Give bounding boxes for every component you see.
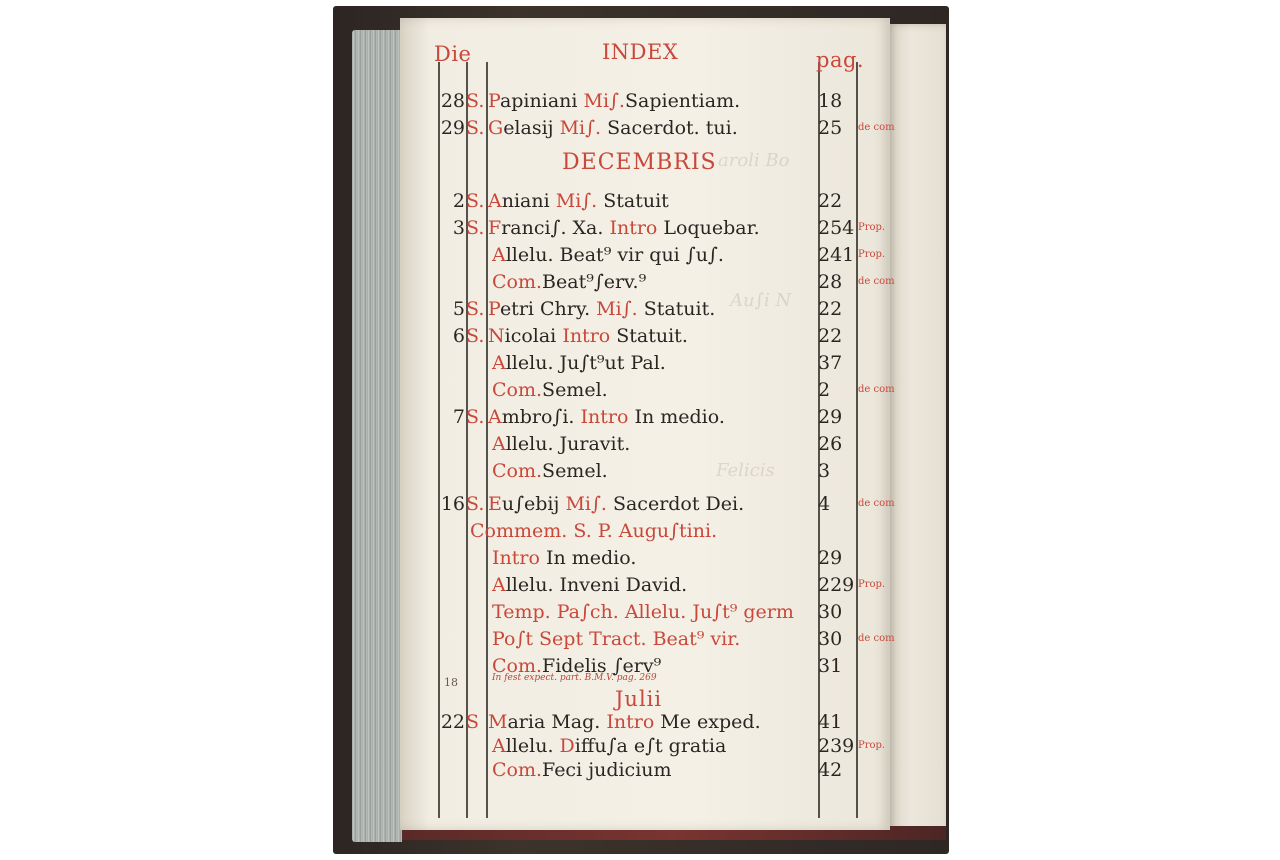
entry-day: 3 xyxy=(452,217,465,239)
entry-text xyxy=(492,757,672,783)
index-entry xyxy=(400,709,890,735)
entry-text-part: In medio. xyxy=(539,547,637,569)
entry-text-part: P xyxy=(488,90,500,112)
marginal-note: In fest expect. part. B.M.V. pag. 269 xyxy=(492,673,657,683)
entry-saint-mark: S. xyxy=(466,90,485,112)
entry-text xyxy=(492,599,794,625)
entry-day: 2 xyxy=(452,190,465,212)
index-entry xyxy=(400,599,890,625)
entry-page-number: 29 xyxy=(818,406,843,428)
entry-page-number: 22 xyxy=(818,298,843,320)
entry-text xyxy=(492,733,726,759)
entry-text-part: Commem. S. P. Augu∫tini. xyxy=(470,520,718,542)
entry-margin-note: de com xyxy=(858,276,895,287)
index-entry xyxy=(400,215,890,241)
entry-text-part: llelu. xyxy=(505,735,560,757)
entry-text-part: Com. xyxy=(492,759,543,781)
entry-text-part: A xyxy=(492,574,506,596)
index-entry xyxy=(400,458,890,484)
entry-text-part: E xyxy=(488,493,502,515)
index-entry xyxy=(400,350,890,376)
entry-text-part: M xyxy=(488,711,508,733)
entry-text xyxy=(492,653,661,679)
facing-page-edge xyxy=(888,24,946,834)
entry-text xyxy=(488,215,760,241)
entry-text-part: aria Mag. xyxy=(507,711,607,733)
entry-text-part: llelu. Ju∫t⁹ut Pal. xyxy=(505,352,666,374)
index-entry xyxy=(400,572,890,598)
entry-day: 29 xyxy=(440,117,465,139)
entry-text xyxy=(488,491,744,517)
entry-page-number: 3 xyxy=(818,460,831,482)
index-entry xyxy=(400,188,890,214)
entry-day: 5 xyxy=(452,298,465,320)
entry-page-number: 29 xyxy=(818,547,843,569)
entry-text xyxy=(488,88,740,114)
entry-text-part: Intro xyxy=(580,406,629,428)
entry-text-part: Sacerdot Dei. xyxy=(606,493,745,515)
entry-page-number: 25 xyxy=(818,117,843,139)
entry-saint-mark: S. xyxy=(466,117,485,139)
entry-page-number: 42 xyxy=(818,759,843,781)
entry-margin-note: de com xyxy=(858,498,895,509)
month-heading-december: DECEMBRIS xyxy=(562,150,717,175)
entry-text xyxy=(488,188,669,214)
index-entry xyxy=(400,88,890,114)
entry-text-part: iffu∫a e∫t gratia xyxy=(574,735,727,757)
index-entry xyxy=(400,377,895,403)
bleed-through: Au∫i N xyxy=(730,290,792,311)
index-entry xyxy=(400,404,890,430)
page-edges xyxy=(352,30,402,842)
page-title: INDEX xyxy=(602,40,679,64)
entry-text-part: Feci judicium xyxy=(542,759,672,781)
index-entry xyxy=(400,518,890,544)
entry-text xyxy=(492,350,666,376)
entry-text-part: G xyxy=(488,117,504,139)
entry-text-part: llelu. Juravit. xyxy=(505,433,631,455)
entry-page-number: 2 xyxy=(818,379,831,401)
entry-text-part: Sacerdot. tui. xyxy=(601,117,738,139)
entry-text-part: Mi∫. xyxy=(596,298,638,320)
entry-text-part: Intro xyxy=(562,325,611,347)
entry-text-part: Fidelis ∫erv⁹ xyxy=(542,655,662,677)
entry-page-number: 28 xyxy=(818,271,843,293)
entry-text-part: Com. xyxy=(492,655,543,677)
entry-text-part: A xyxy=(492,433,506,455)
index-entry xyxy=(400,733,890,759)
entry-day: 6 xyxy=(452,325,465,347)
entry-text-part: P xyxy=(488,298,500,320)
entry-saint-mark: S. xyxy=(466,325,485,347)
entry-text-part: N xyxy=(488,325,505,347)
entry-page-number: 254 xyxy=(818,217,855,239)
entry-text-part: Loquebar. xyxy=(657,217,760,239)
entry-text xyxy=(492,377,608,403)
entry-text xyxy=(492,626,740,652)
entry-text-part: A xyxy=(492,244,506,266)
entry-text-part: D xyxy=(559,735,575,757)
entry-text-part: A xyxy=(492,735,506,757)
entry-text-part: u∫ebij xyxy=(501,493,566,515)
entry-saint-mark: S. xyxy=(466,298,485,320)
entry-text-part: llelu. Beat⁹ vir qui ∫u∫. xyxy=(505,244,724,266)
entry-text-part: Sapientiam. xyxy=(624,90,741,112)
entry-text xyxy=(470,518,717,544)
entry-text-part: Semel. xyxy=(542,460,608,482)
entry-text-part: A xyxy=(488,190,502,212)
entry-page-number: 30 xyxy=(818,628,843,650)
entry-text xyxy=(488,296,715,322)
entry-text-part: Statuit. xyxy=(610,325,688,347)
entry-margin-note: de com xyxy=(858,633,895,644)
entry-margin-note: de com xyxy=(858,384,895,395)
entry-day: 22 xyxy=(440,711,465,733)
entry-text-part: F xyxy=(488,217,502,239)
entry-page-number: 229 xyxy=(818,574,855,596)
entry-page-number: 18 xyxy=(818,90,843,112)
entry-text xyxy=(492,431,630,457)
index-entry xyxy=(400,491,895,517)
entry-text-part: Intro xyxy=(606,711,655,733)
bleed-through: Felicis xyxy=(716,460,775,481)
index-entry xyxy=(400,115,895,141)
entry-page-number: 239 xyxy=(818,735,855,757)
entry-text-part: A xyxy=(492,352,506,374)
index-entry xyxy=(400,626,895,652)
entry-day: 16 xyxy=(440,493,465,515)
entry-page-number: 41 xyxy=(818,711,843,733)
index-entry xyxy=(400,431,890,457)
entry-text-part: Mi∫. xyxy=(583,90,625,112)
entry-text-part: Com. xyxy=(492,379,543,401)
entry-margin-note: de com xyxy=(858,122,895,133)
entry-text xyxy=(492,242,724,268)
entry-page-number: 22 xyxy=(818,190,843,212)
entry-text-part: llelu. Inveni David. xyxy=(505,574,688,596)
entry-saint-mark: S. xyxy=(466,406,485,428)
entry-text xyxy=(492,458,608,484)
entry-text-part: Intro xyxy=(609,217,658,239)
entry-day: 7 xyxy=(452,406,465,428)
entry-page-number: 26 xyxy=(818,433,843,455)
entry-text-part: Com. xyxy=(492,271,543,293)
page-column-header: pag. xyxy=(816,48,865,72)
entry-text-part: Intro xyxy=(492,547,540,569)
entry-saint-mark: S. xyxy=(466,190,485,212)
index-entry xyxy=(400,269,895,295)
entry-text-part: niani xyxy=(501,190,556,212)
entry-text xyxy=(488,404,725,430)
index-entry xyxy=(400,545,890,571)
entry-text-part: Com. xyxy=(492,460,543,482)
entry-margin-note: Prop. xyxy=(858,249,886,260)
entry-page-number: 31 xyxy=(818,655,843,677)
month-heading-july: Julii xyxy=(615,687,663,711)
entry-text xyxy=(492,269,646,295)
entry-margin-note: Prop. xyxy=(858,740,886,751)
entry-text-part: Statuit. xyxy=(637,298,716,320)
day-column-header: Die xyxy=(434,42,472,66)
entry-text-part: Mi∫. xyxy=(565,493,607,515)
index-entry xyxy=(400,242,890,268)
entry-text-part: Temp. Pa∫ch. Allelu. Ju∫t⁹ germ xyxy=(492,601,794,623)
entry-text-part: Statuit xyxy=(597,190,669,212)
entry-text-part: elasij xyxy=(503,117,560,139)
index-entry xyxy=(400,323,890,349)
index-entry xyxy=(400,653,890,679)
entry-text-part: etri Chry. xyxy=(499,298,597,320)
entry-day: 28 xyxy=(440,90,465,112)
entry-saint-mark: S xyxy=(466,711,480,733)
entry-text-part: Me exped. xyxy=(654,711,761,733)
entry-saint-mark: S. xyxy=(466,217,485,239)
entry-page-number: 30 xyxy=(818,601,843,623)
entry-text-part: Semel. xyxy=(542,379,608,401)
entry-text-part: icolai xyxy=(504,325,563,347)
index-entry xyxy=(400,296,890,322)
entry-text-part: Mi∫. xyxy=(555,190,598,212)
entry-page-number: 4 xyxy=(818,493,831,515)
entry-text-part: Beat⁹∫erv.⁹ xyxy=(542,271,647,293)
entry-margin-note: Prop. xyxy=(858,579,886,590)
entry-text xyxy=(492,545,636,571)
entry-text xyxy=(488,115,738,141)
entry-text-part: mbro∫i. xyxy=(501,406,581,428)
entry-text xyxy=(492,572,687,598)
entry-text-part: Po∫t Sept Tract. Beat⁹ vir. xyxy=(492,628,741,650)
entry-page-number: 22 xyxy=(818,325,843,347)
index-entry xyxy=(400,757,890,783)
entry-text-part: A xyxy=(488,406,502,428)
entry-margin-note: Prop. xyxy=(858,222,886,233)
note-day: 18 xyxy=(444,676,458,689)
entry-text-part: ranci∫. Xa. xyxy=(501,217,610,239)
entry-page-number: 37 xyxy=(818,352,843,374)
entry-text-part: apiniani xyxy=(499,90,584,112)
entry-text xyxy=(488,323,688,349)
entry-page-number: 241 xyxy=(818,244,855,266)
bleed-through: aroli Bo xyxy=(718,150,790,171)
entry-text-part: In medio. xyxy=(628,406,725,428)
entry-text-part: Mi∫. xyxy=(559,117,602,139)
entry-saint-mark: S. xyxy=(466,493,485,515)
entry-text xyxy=(488,709,761,735)
